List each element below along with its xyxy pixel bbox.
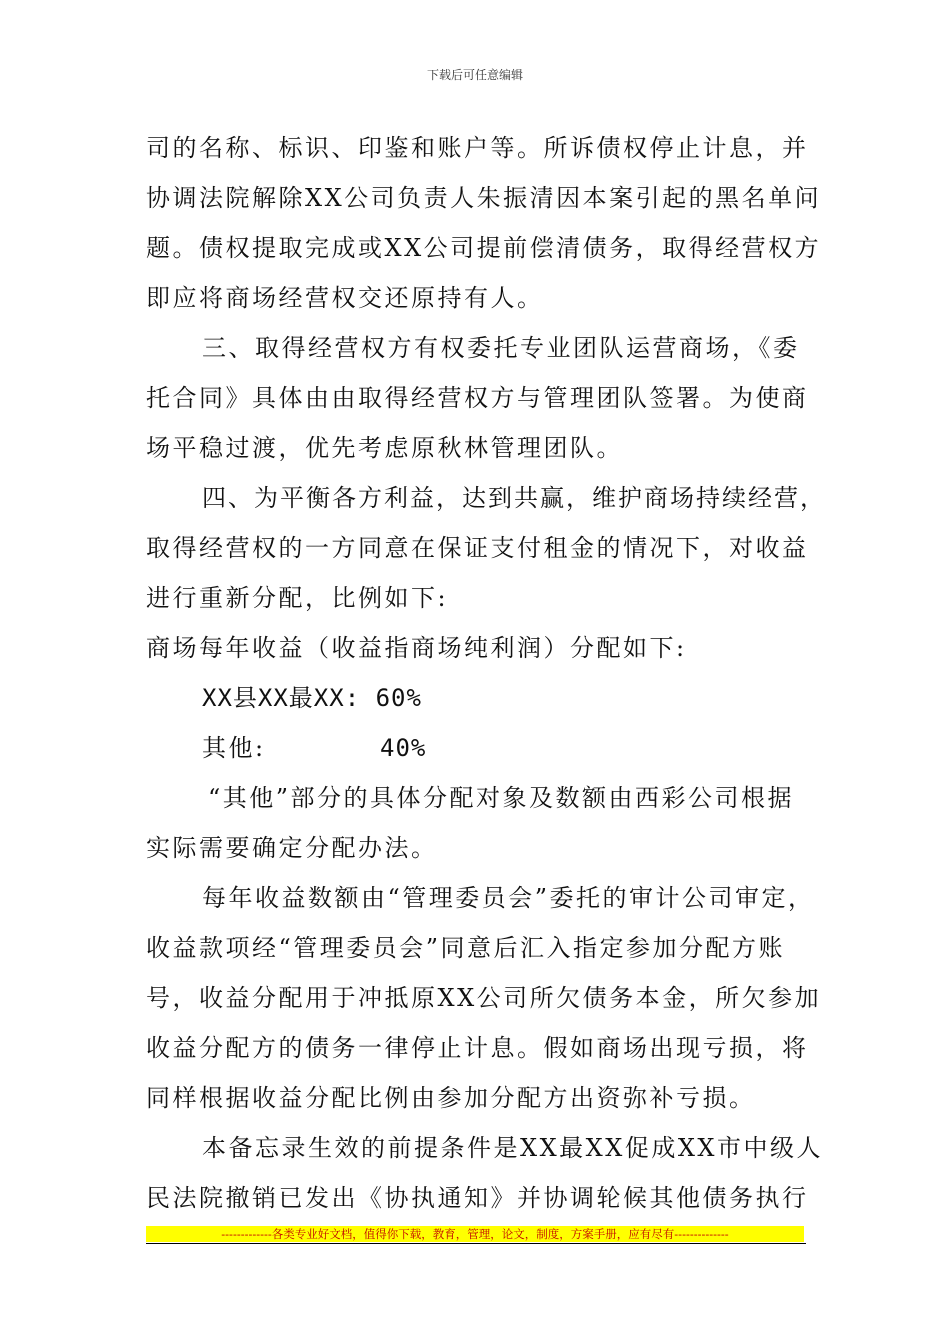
paragraph-other-line-2: 实际需要确定分配办法。 <box>146 834 438 862</box>
page-header: 下载后可任意编辑 <box>426 68 523 82</box>
text-line-2: 协调法院解除XX公司负责人朱振清因本案引起的黑名单问 <box>146 184 822 212</box>
footer-divider <box>146 1243 806 1244</box>
paragraph-audit-line-1: 每年收益数额由“管理委员会”委托的审计公司审定， <box>202 884 815 912</box>
paragraph-4-line-2: 取得经营权的一方同意在保证支付租金的情况下，对收益 <box>146 534 809 562</box>
text-line-1: 司的名称、标识、印鉴和账户等。所诉债权停止计息，并 <box>146 134 809 162</box>
distribution-row-other-value: 40% <box>380 734 427 762</box>
text-line-3: 题。债权提取完成或XX公司提前偿清债务，取得经营权方 <box>146 234 822 262</box>
paragraph-other-line-1: “其他”部分的具体分配对象及数额由西彩公司根据 <box>208 784 795 812</box>
paragraph-3-line-2: 托合同》具体由由取得经营权方与管理团队签署。为使商 <box>146 384 809 412</box>
distribution-row-other-label: 其他: <box>202 734 266 762</box>
distribution-heading: 商场每年收益（收益指商场纯利润）分配如下: <box>146 634 687 662</box>
paragraph-audit-line-2: 收益款项经“管理委员会”同意后汇入指定参加分配方账 <box>146 934 786 962</box>
paragraph-4-line-1: 四、为平衡各方利益，达到共赢，维护商场持续经营， <box>202 484 826 512</box>
paragraph-condition-line-1: 本备忘录生效的前提条件是XX最XX促成XX市中级人 <box>202 1134 824 1162</box>
paragraph-audit-line-3: 号，收益分配用于冲抵原XX公司所欠债务本金，所欠参加 <box>146 984 822 1012</box>
paragraph-audit-line-4: 收益分配方的债务一律停止计息。假如商场出现亏损，将 <box>146 1034 809 1062</box>
paragraph-3-line-3: 场平稳过渡，优先考虑原秋林管理团队。 <box>146 434 623 462</box>
paragraph-4-line-3: 进行重新分配，比例如下: <box>146 584 449 612</box>
paragraph-3-line-1: 三、取得经营权方有权委托专业团队运营商场，《委 <box>202 334 800 362</box>
paragraph-condition-line-2: 民法院撤销已发出《协执通知》并协调轮候其他债务执行 <box>146 1184 809 1212</box>
distribution-row-xx: XX县XX最XX: 60% <box>202 684 422 712</box>
paragraph-audit-line-5: 同样根据收益分配比例由参加分配方出资弥补亏损。 <box>146 1084 756 1112</box>
text-line-4: 即应将商场经营权交还原持有人。 <box>146 284 544 312</box>
footer-banner: -------------各类专业好文档，值得你下载，教育，管理，论文，制度，方案手册，应有尽有-------------- <box>221 1227 729 1241</box>
